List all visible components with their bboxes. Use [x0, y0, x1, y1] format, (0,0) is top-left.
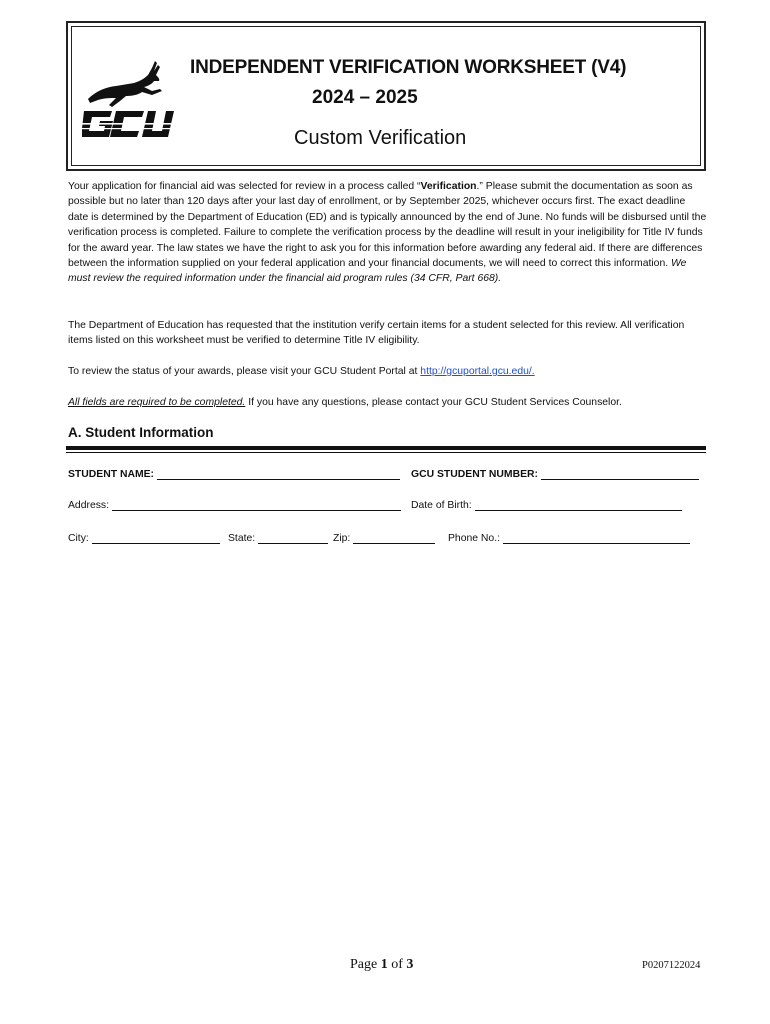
worksheet-title: INDEPENDENT VERIFICATION WORKSHEET (V4) — [190, 57, 627, 78]
required-fields-note: All fields are required to be completed. — [68, 397, 246, 408]
portal-paragraph: To review the status of your awards, please visit your GCU Student Portal at http://gcuportal.gcu.edu/. — [68, 366, 535, 377]
phone-row — [448, 532, 690, 544]
student-name-label: STUDENT NAME: — [68, 469, 155, 480]
award-year: 2024 – 2025 — [312, 87, 418, 108]
form-code: P0207122024 — [642, 960, 701, 971]
verification-paragraph: The Department of Education has requested that the institution verify certain items for a student selected for this review. All verification items listed on this worksheet must be verified to determine Title IV eligibility. — [68, 320, 685, 347]
zip-field[interactable] — [353, 532, 435, 544]
phone-label: Phone No.: — [448, 533, 500, 544]
state-field[interactable] — [258, 532, 328, 544]
gcu-antelope-logo-icon — [82, 51, 174, 139]
student-name-row — [68, 468, 400, 480]
state-label: State: — [228, 533, 256, 544]
phone-field[interactable] — [503, 532, 690, 544]
dob-field[interactable] — [475, 499, 682, 511]
section-a-title: A. Student Information — [68, 425, 214, 440]
gcu-number-field[interactable] — [541, 468, 699, 480]
city-field[interactable] — [92, 532, 220, 544]
student-portal-link[interactable]: http://gcuportal.gcu.edu/. — [420, 366, 535, 377]
zip-row — [333, 532, 435, 544]
address-field[interactable] — [112, 499, 401, 511]
section-divider-thick — [66, 446, 706, 450]
required-fields-paragraph: All fields are required to be completed. If you have any questions, please contact your GCU Student Services Counselor. — [68, 397, 622, 408]
dob-label: Date of Birth: — [411, 500, 472, 511]
page-number: Page 1 of 3 — [350, 957, 414, 972]
gcu-number-label: GCU STUDENT NUMBER: — [411, 469, 538, 480]
zip-label: Zip: — [333, 533, 351, 544]
header-box — [66, 21, 706, 171]
section-divider-thin — [66, 452, 706, 453]
gcu-number-row — [411, 468, 699, 480]
city-row — [68, 532, 220, 544]
intro-paragraph: Your application for financial aid was selected for review in a process called “Verification.” Please submit the documentation as soon as possible but no later than 120 days after your last day of enrollment, or by September 2025, whichever occurs first. The exact deadline date is determined by the Department of Education (ED) and is typically announced by the end of June. No funds will be disbursed until the verification process is completed. Failure to complete the verification process by the deadline will result in your ineligibility for Title IV funds for the award year. The law states we have the right to ask you for this information before awarding any federal aid. If there are differences between the information supplied on your federal application and your financial documents, we will need to correct this information. We must review the required information under the financial aid program rules (34 CFR, Part 668). — [68, 181, 707, 285]
state-row — [228, 532, 328, 544]
city-label: City: — [68, 533, 89, 544]
dob-row — [411, 499, 682, 511]
student-name-field[interactable] — [157, 468, 400, 480]
address-row — [68, 499, 401, 511]
address-label: Address: — [68, 500, 110, 511]
worksheet-subtitle: Custom Verification — [294, 127, 467, 149]
